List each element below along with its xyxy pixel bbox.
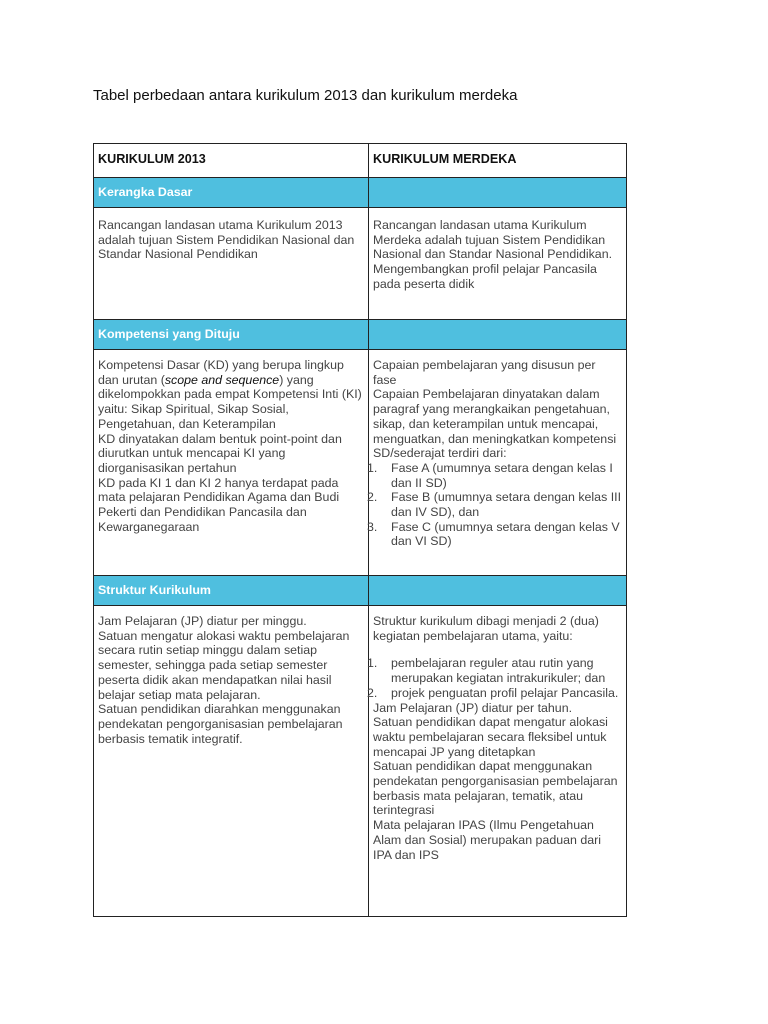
table-row [94,606,627,917]
section-row-kerangka-dasar [94,178,627,208]
table-row [94,350,627,576]
list-item [367,460,622,490]
cell-text: Jam Pelajaran (JP) diatur per minggu. [98,614,307,628]
section-row-struktur [94,576,627,606]
list-item [367,519,622,549]
cell-text: Mata pelajaran IPAS (Ilmu Pengetahuan Alam dan Sosial) merupakan paduan dari IPA dan IPS [373,818,601,862]
section-label: Kerangka Dasar [94,178,369,208]
list-number: 2. [367,490,378,505]
cell-text: Jam Pelajaran (JP) diatur per tahun. [373,700,573,715]
cell-k2013 [94,606,369,917]
list-number: 3. [367,519,378,534]
list-text: Fase A (umumnya setara dengan kelas I dan II SD) [391,460,613,490]
list-item [367,490,622,520]
cell-text: Struktur kurikulum dibagi menjadi 2 (dua) kegiatan pembelajaran utama, yaitu: [373,614,599,643]
cell-text [98,358,364,432]
section-label: Struktur Kurikulum [94,576,369,606]
list-item [367,685,622,701]
table-header-row [94,144,627,178]
phase-list [367,460,622,549]
cell-text: Rancangan landasan utama Kurikulum 2013 adalah tujuan Sistem Pendidikan Nasional dan Standar Nasional Pendidikan [98,218,355,262]
cell-merdeka [369,208,627,320]
cell-merdeka [369,606,627,917]
document-title: Tabel perbedaan antara kurikulum 2013 dan kurikulum merdeka [93,87,518,104]
section-label: Kompetensi yang Dituju [94,320,369,350]
list-text: Fase C (umumnya setara dengan kelas V dan VI SD) [391,519,620,549]
cell-text: Satuan pendidikan diarahkan menggunakan pendekatan pengorganisasian pembelajaran berbasis tematik integratif. [98,702,343,746]
list-number: 1. [367,460,378,475]
section-label-empty [369,178,627,208]
cell-text: Rancangan landasan utama Kurikulum Merdeka adalah tujuan Sistem Pendidikan Nasional dan Standar Nasional Pendidikan. [373,218,613,262]
comparison-table [93,143,627,917]
cell-text: KD dinyatakan dalam bentuk point-point dan diurutkan untuk mencapai KI yang diorganisasikan pertahun [98,431,342,475]
text-segment: ) yang dikelompokkan pada empat Kompetensi Inti (KI) yaitu: Sikap Spiritual, Sikap Sosial, Pengetahuan, dan Keterampilan [98,372,362,431]
list-text: Fase B (umumnya setara dengan kelas III dan IV SD), dan [391,490,622,520]
cell-text: Capaian Pembelajaran dinyatakan dalam paragraf yang merangkaikan pengetahuan, sikap, dan keterampilan untuk mencapai, menguatkan, dan meningkatkan kompetensi SD/sederajat terdiri dari: [373,387,617,461]
cell-text: KD pada KI 1 dan KI 2 hanya terdapat pada mata pelajaran Pendidikan Agama dan Budi Pekerti dan Pendidikan Pancasila dan Kewarganegaraan [98,475,340,534]
list-number: 2. [367,685,378,700]
list-text: pembelajaran reguler atau rutin yang merupakan kegiatan intrakurikuler; dan [391,656,606,686]
list-item [367,656,622,686]
cell-k2013 [94,208,369,320]
cell-text: Satuan pendidikan dapat menggunakan pendekatan pengorganisasian pembelajaran berbasis mata pelajaran, tematik, atau terintegrasi [373,759,618,818]
cell-merdeka [369,350,627,576]
table-row [94,208,627,320]
text-segment: Kompetensi Dasar (KD) yang berupa lingkup dan urutan ( [98,358,344,387]
cell-text: Mengembangkan profil pelajar Pancasila pada peserta didik [373,262,597,291]
header-kurikulum-merdeka: KURIKULUM MERDEKA [369,144,627,178]
cell-text: Satuan mengatur alokasi waktu pembelajaran secara rutin setiap minggu dalam setiap semester, sehingga pada setiap semester peserta didik akan mendapatkan nilai hasil belajar setiap mata pelajaran. [98,628,350,702]
spacer [373,643,622,656]
activity-list [367,656,622,700]
list-number: 1. [367,656,378,671]
list-text: projek penguatan profil pelajar Pancasila. [391,685,619,700]
text-emphasis: scope and sequence [164,372,280,387]
header-kurikulum-2013: KURIKULUM 2013 [94,144,369,178]
section-label-empty [369,320,627,350]
cell-text: Capaian pembelajaran yang disusun per fase [373,358,596,387]
cell-text: Satuan pendidikan dapat mengatur alokasi waktu pembelajaran secara fleksibel untuk mencapai JP yang ditetapkan [373,715,608,759]
section-label-empty [369,576,627,606]
section-row-kompetensi [94,320,627,350]
cell-k2013 [94,350,369,576]
